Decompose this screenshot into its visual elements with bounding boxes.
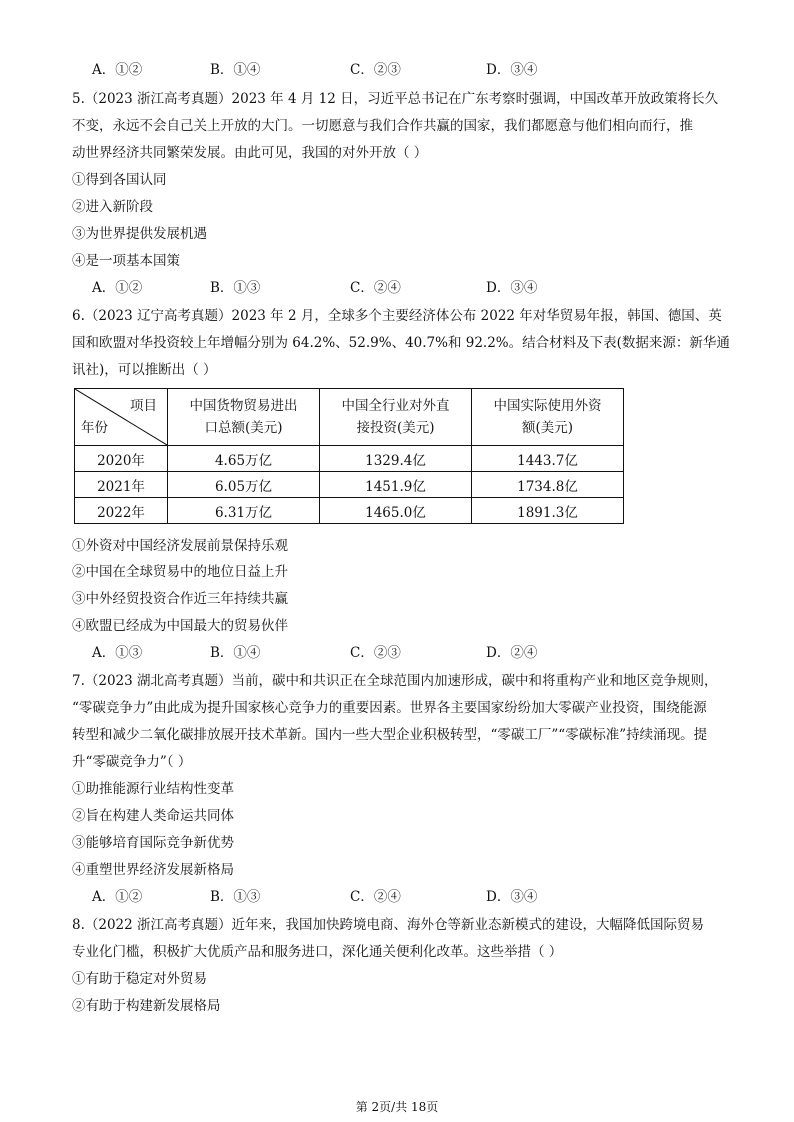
q7-stem-line: 升“零碳竞争力”（ ） [72, 754, 192, 770]
q4-option-a: A．①② [92, 62, 143, 78]
table-cell-year: 2022年 [75, 498, 168, 524]
q6-item: ③中外经贸投资合作近三年持续共赢 [72, 591, 288, 607]
table-row [75, 498, 624, 524]
q4-option-b: B．①④ [210, 62, 261, 78]
q7-item: ②旨在构建人类命运共同体 [72, 808, 234, 824]
table-header-row [75, 389, 624, 446]
table-cell: 6.31万亿 [168, 498, 320, 524]
q7-stem-line: 转型和减少二氧化碳排放展开技术革新。国内一些大型企业积极转型，“零碳工厂”“零碳标准”持续涌现。提 [72, 727, 708, 743]
table-header-cell [320, 389, 472, 446]
q5-stem-line: 不变，永远不会自己关上开放的大门。一切愿意与我们合作共赢的国家，我们都愿意与他们相向而行，推 [72, 118, 693, 134]
q6-option-a: A．①③ [92, 645, 143, 661]
q7-option-a: A．①② [92, 889, 143, 905]
table-cell-year: 2020年 [75, 446, 168, 472]
table-corner-cell [75, 389, 168, 446]
q7-options [92, 888, 692, 906]
q7-item: ③能够培育国际竞争新优势 [72, 835, 234, 851]
trade-data-table [74, 388, 624, 524]
table-cell: 1465.0亿 [320, 498, 472, 524]
q8-item: ①有助于稳定对外贸易 [72, 971, 207, 987]
q6-stem-line: 讯社)，可以推断出（ ） [72, 362, 217, 378]
q4-option-d: D．③④ [486, 62, 538, 78]
q5-item: ④是一项基本国策 [72, 253, 180, 269]
table-cell: 1329.4亿 [320, 446, 472, 472]
q6-stem-line: 国和欧盟对华投资较上年增幅分别为 64.2%、52.9%、40.7%和 92.2%。结合材料及下表(数据来源：新华通 [72, 335, 730, 351]
q6-option-c: C．②③ [350, 645, 401, 661]
q8-stem-line: 专业化门槛，积极扩大优质产品和服务进口，深化通关便利化改革。这些举措（ ） [72, 944, 563, 960]
q7-stem-line: 7.（2023 湖北高考真题）当前，碳中和共识正在全球范围内加速形成，碳中和将重构产业和地区竞争规则， [72, 673, 718, 689]
table-header-cell [472, 389, 624, 446]
corner-label-year: 年份 [81, 420, 108, 436]
q5-option-b: B．①③ [210, 280, 261, 296]
table-cell: 1443.7亿 [472, 446, 624, 472]
q6-option-d: D．②④ [486, 645, 538, 661]
q7-item: ④重塑世界经济发展新格局 [72, 862, 234, 878]
page-footer: 第 2页/共 18页 [355, 1100, 439, 1114]
q5-item: ①得到各国认同 [72, 172, 167, 188]
q6-option-b: B．①④ [210, 645, 261, 661]
q5-item: ②进入新阶段 [72, 199, 153, 215]
q4-options [92, 61, 692, 79]
header-line: 额(美元) [521, 420, 574, 436]
q5-stem-line: 动世界经济共同繁荣发展。由此可见，我国的对外开放（ ） [72, 145, 428, 161]
table-cell: 1451.9亿 [320, 472, 472, 498]
header-line: 接投资(美元) [356, 420, 435, 436]
q6-item: ④欧盟已经成为中国最大的贸易伙伴 [72, 618, 288, 634]
table-cell: 1891.3亿 [472, 498, 624, 524]
q8-item: ②有助于构建新发展格局 [72, 998, 221, 1014]
table-cell: 6.05万亿 [168, 472, 320, 498]
q5-options [92, 279, 692, 297]
q7-option-b: B．①③ [210, 889, 261, 905]
q6-stem-line: 6.（2023 辽宁高考真题）2023 年 2 月，全球多个主要经济体公布 2022 年对华贸易年报，韩国、德国、英 [72, 308, 722, 324]
q7-item: ①助推能源行业结构性变革 [72, 781, 234, 797]
header-line: 中国全行业对外直 [341, 398, 450, 414]
q6-item: ②中国在全球贸易中的地位日益上升 [72, 564, 288, 580]
q7-option-c: C．②④ [350, 889, 401, 905]
table-header-cell [168, 389, 320, 446]
table-row [75, 446, 624, 472]
q8-stem-line: 8.（2022 浙江高考真题）近年来，我国加快跨境电商、海外仓等新业态新模式的建设，大幅降低国际贸易 [72, 917, 705, 933]
q5-item: ③为世界提供发展机遇 [72, 226, 207, 242]
corner-label-item: 项目 [130, 398, 157, 414]
q6-item: ①外资对中国经济发展前景保持乐观 [72, 538, 288, 554]
q7-option-d: D．③④ [486, 889, 538, 905]
table-cell-year: 2021年 [75, 472, 168, 498]
q7-stem-line: “零碳竞争力”由此成为提升国家核心竞争力的重要因素。世界各主要国家纷纷加大零碳产业投资，围绕能源 [72, 700, 707, 716]
q5-option-a: A．①② [92, 280, 143, 296]
q5-option-c: C．②④ [350, 280, 401, 296]
q6-options [92, 644, 692, 662]
table-row [75, 472, 624, 498]
header-line: 中国货物贸易进出 [189, 398, 298, 414]
q5-option-d: D．③④ [486, 280, 538, 296]
table-cell: 4.65万亿 [168, 446, 320, 472]
header-line: 口总额(美元) [204, 420, 283, 436]
header-line: 中国实际使用外资 [493, 398, 602, 414]
q5-stem-line: 5.（2023 浙江高考真题）2023 年 4 月 12 日，习近平总书记在广东考察时强调，中国改革开放政策将长久 [72, 91, 719, 107]
table-cell: 1734.8亿 [472, 472, 624, 498]
q4-option-c: C．②③ [350, 62, 401, 78]
